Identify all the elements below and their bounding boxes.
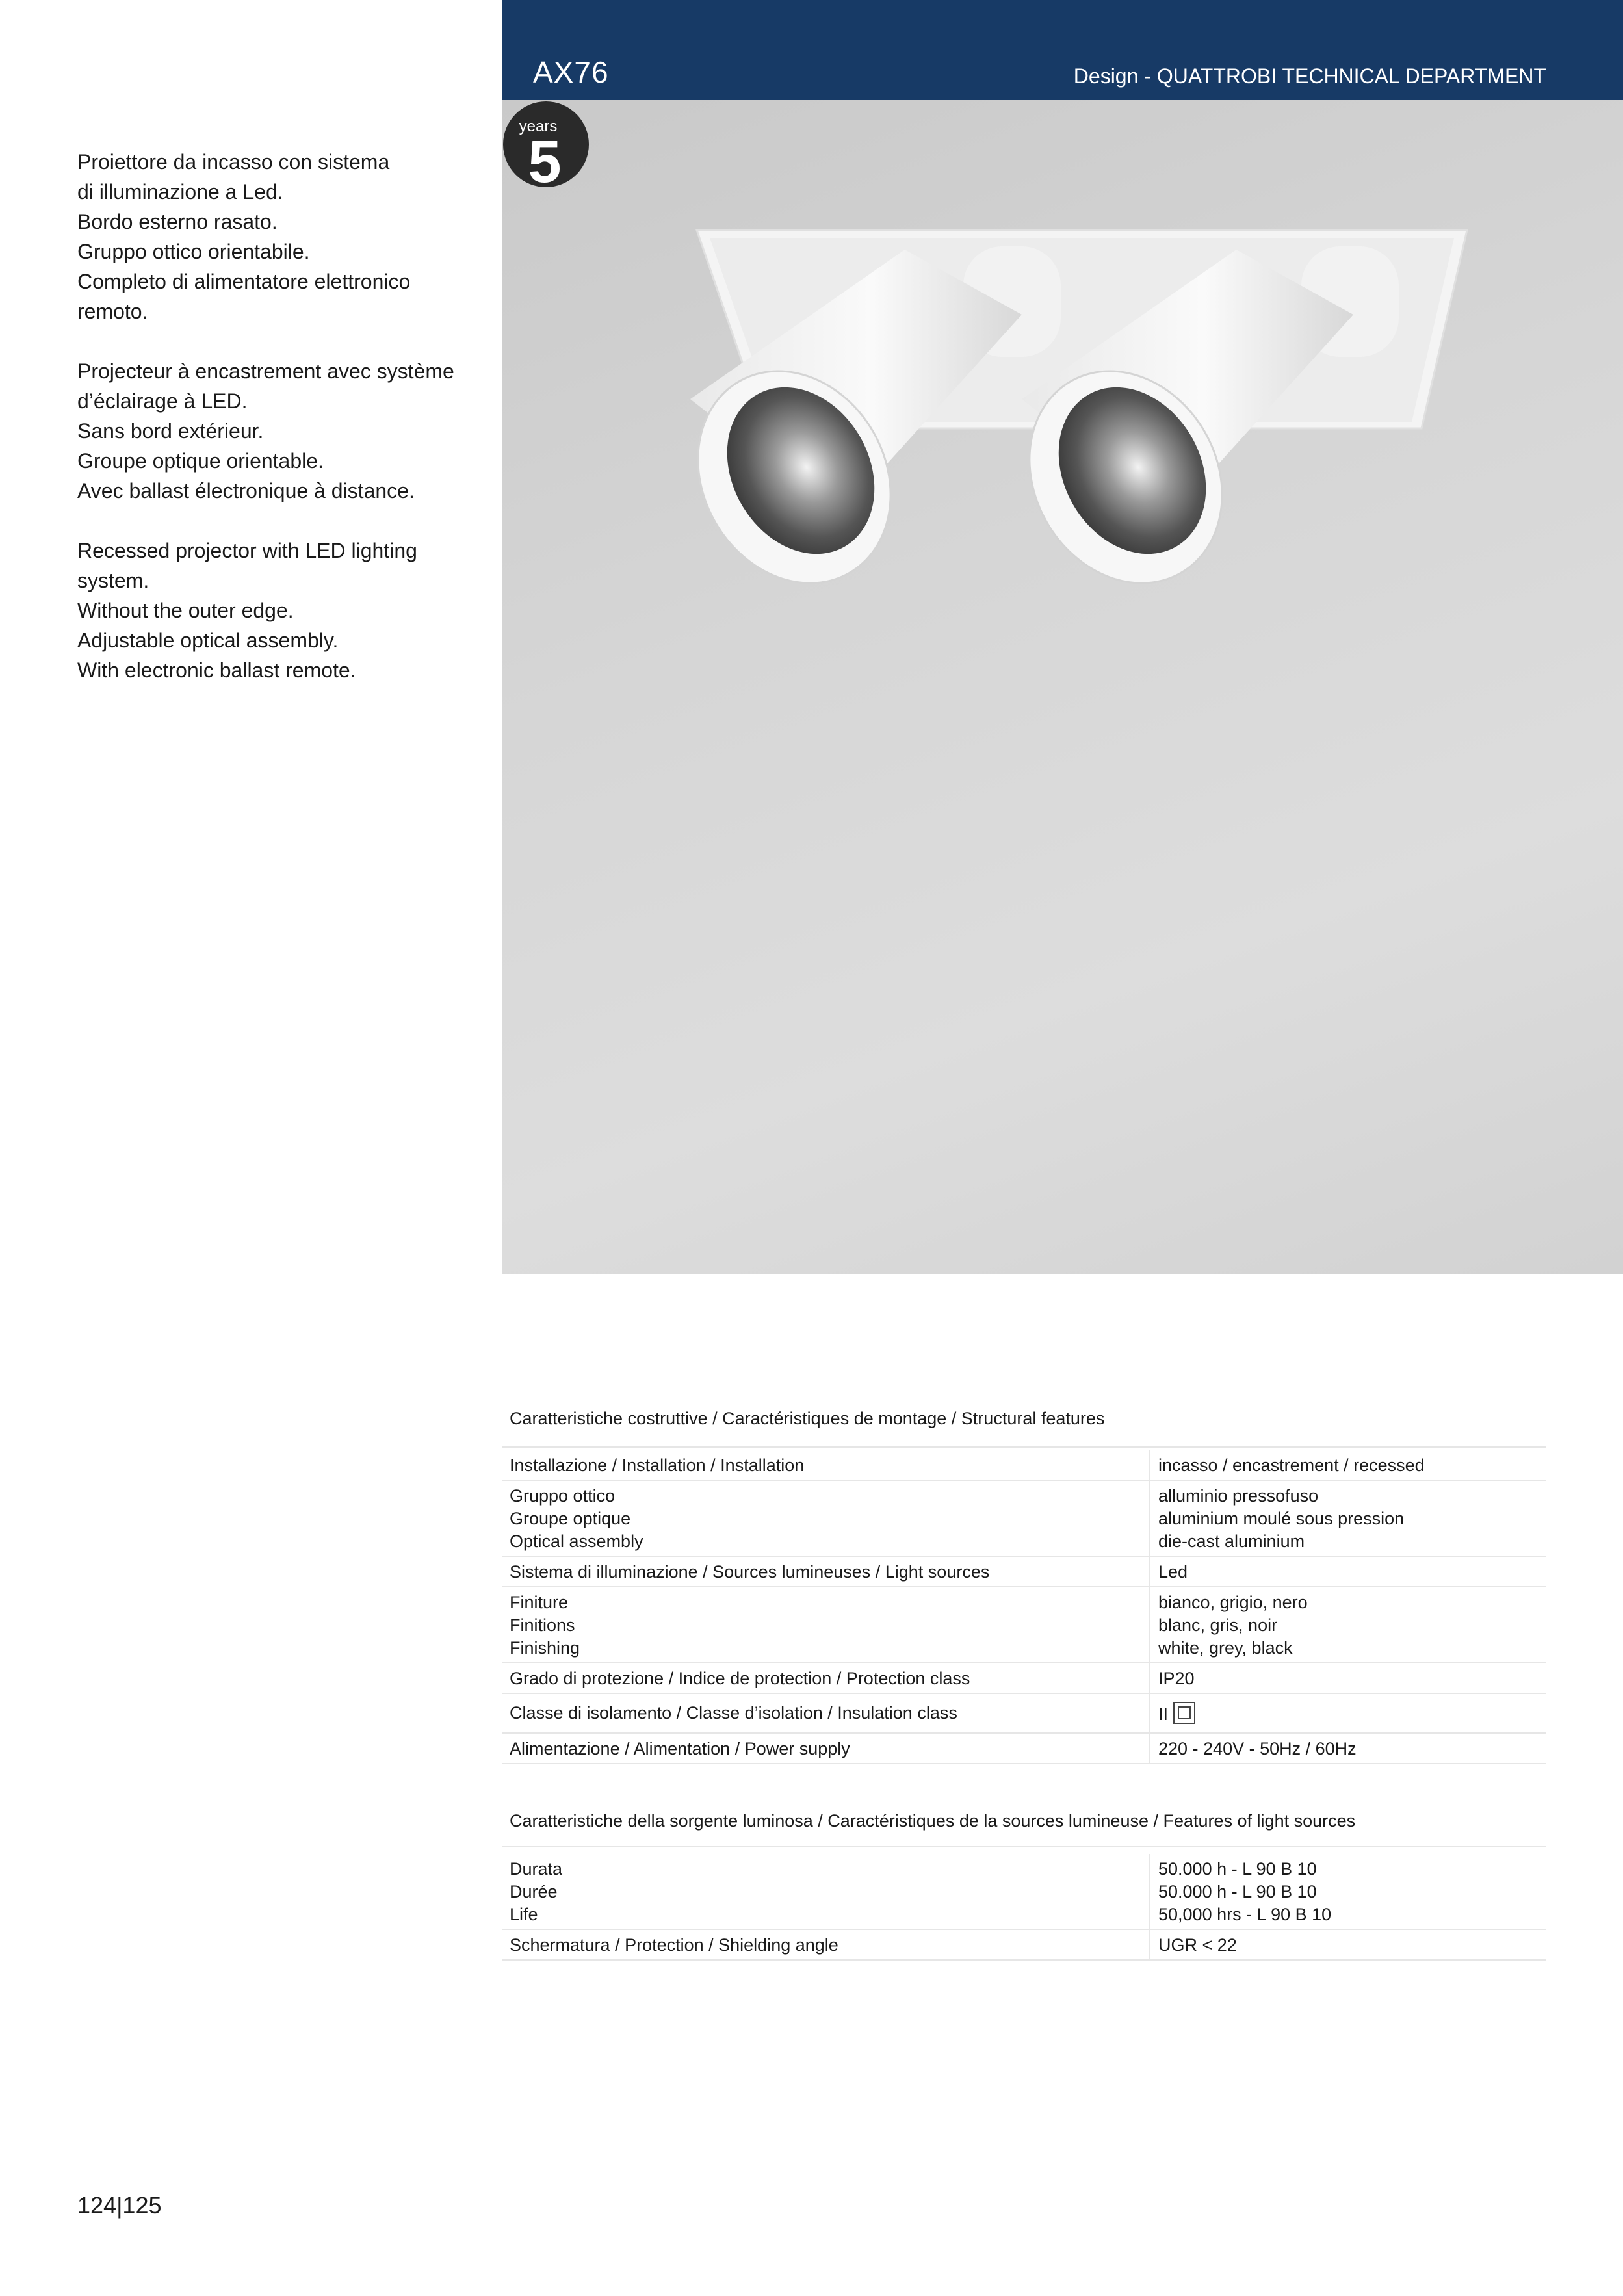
row-value: blanc, gris, noir (1158, 1615, 1278, 1635)
row-value: incasso / encastrement / recessed (1158, 1455, 1425, 1475)
row-label: Sistema di illuminazione / Sources lumineuses / Light sources (510, 1562, 990, 1582)
row-label: Durée (510, 1882, 558, 1901)
table-row (502, 1663, 1546, 1693)
desc-line: Avec ballast électronique à distance. (77, 479, 415, 502)
badge-years-number: 5 (528, 129, 562, 189)
description-column (77, 147, 467, 715)
header-band (502, 0, 1623, 100)
row-label: Installazione / Installation / Installation (510, 1455, 805, 1475)
desc-line: Completo di alimentatore elettronico (77, 270, 411, 293)
desc-line: Recessed projector with LED lighting (77, 539, 417, 562)
row-value: aluminium moulé sous pression (1158, 1509, 1405, 1528)
row-label: Classe di isolamento / Classe d’isolation / Insulation class (510, 1703, 957, 1723)
page-number: 124|125 (77, 2192, 162, 2219)
desc-line: system. (77, 569, 149, 592)
row-value: die-cast aluminium (1158, 1532, 1305, 1551)
row-label: Grado di protezione / Indice de protection / Protection class (510, 1669, 970, 1688)
badge-years-label: years (519, 118, 558, 135)
description-english (77, 536, 467, 685)
desc-line: d’éclairage à LED. (77, 389, 248, 413)
design-credit: Design - QUATTROBI TECHNICAL DEPARTMENT (1073, 64, 1546, 88)
table-row (502, 1587, 1546, 1663)
table-row (502, 1929, 1546, 1960)
table-row (502, 1854, 1546, 1929)
desc-line: Sans bord extérieur. (77, 419, 264, 443)
recessed-spotlight-illustration (502, 100, 1623, 1274)
desc-line: Groupe optique orientable. (77, 449, 324, 473)
table-row (502, 1556, 1546, 1587)
table-caption: Caratteristiche costruttive / Caractéristiques de montage / Structural features (502, 1407, 1546, 1448)
desc-line: With electronic ballast remote. (77, 659, 356, 682)
spot-left (660, 246, 1061, 618)
table-row (502, 1480, 1546, 1556)
row-label: Schermatura / Protection / Shielding angle (510, 1935, 838, 1955)
description-french (77, 356, 467, 506)
table-row (502, 1450, 1546, 1480)
desc-line: remoto. (77, 300, 148, 323)
desc-line: Gruppo ottico orientabile. (77, 240, 310, 263)
light-source-features-table (502, 1810, 1546, 1961)
row-value: 50.000 h - L 90 B 10 (1158, 1859, 1317, 1879)
row-label: Finishing (510, 1638, 580, 1658)
row-value: alluminio pressofuso (1158, 1486, 1319, 1506)
desc-line: Proiettore da incasso con sistema (77, 150, 390, 174)
row-value: 220 - 240V - 50Hz / 60Hz (1158, 1739, 1357, 1758)
row-value: Led (1158, 1562, 1188, 1582)
row-value: 50.000 h - L 90 B 10 (1158, 1882, 1317, 1901)
five-years-warranty-badge (502, 100, 590, 189)
row-value: II (1158, 1704, 1169, 1724)
desc-line: Adjustable optical assembly. (77, 629, 339, 652)
desc-line: Bordo esterno rasato. (77, 210, 278, 233)
product-photo (502, 100, 1623, 1274)
row-label: Alimentazione / Alimentation / Power supply (510, 1739, 850, 1758)
table-row (502, 1733, 1546, 1764)
row-value: white, grey, black (1158, 1638, 1293, 1658)
row-label: Life (510, 1905, 538, 1924)
description-italian (77, 147, 467, 326)
structural-features-table (502, 1407, 1546, 1764)
row-label: Groupe optique (510, 1509, 631, 1528)
row-label: Optical assembly (510, 1532, 643, 1551)
desc-line: Projecteur à encastrement avec système (77, 359, 454, 383)
row-value: bianco, grigio, nero (1158, 1593, 1308, 1612)
row-value: UGR < 22 (1158, 1935, 1237, 1955)
row-value: 50,000 hrs - L 90 B 10 (1158, 1905, 1332, 1924)
row-label: Finiture (510, 1593, 569, 1612)
desc-line: Without the outer edge. (77, 599, 294, 622)
row-label: Gruppo ottico (510, 1486, 616, 1506)
row-label: Finitions (510, 1615, 575, 1635)
desc-line: di illuminazione a Led. (77, 180, 283, 203)
double-insulation-icon (1173, 1702, 1195, 1724)
product-code: AX76 (533, 55, 609, 89)
table-caption: Caratteristiche della sorgente luminosa / Caractéristiques de la sources lumineuse / Features of light sources (502, 1810, 1546, 1847)
row-value: IP20 (1158, 1669, 1195, 1688)
row-label: Durata (510, 1859, 563, 1879)
table-row (502, 1693, 1546, 1733)
